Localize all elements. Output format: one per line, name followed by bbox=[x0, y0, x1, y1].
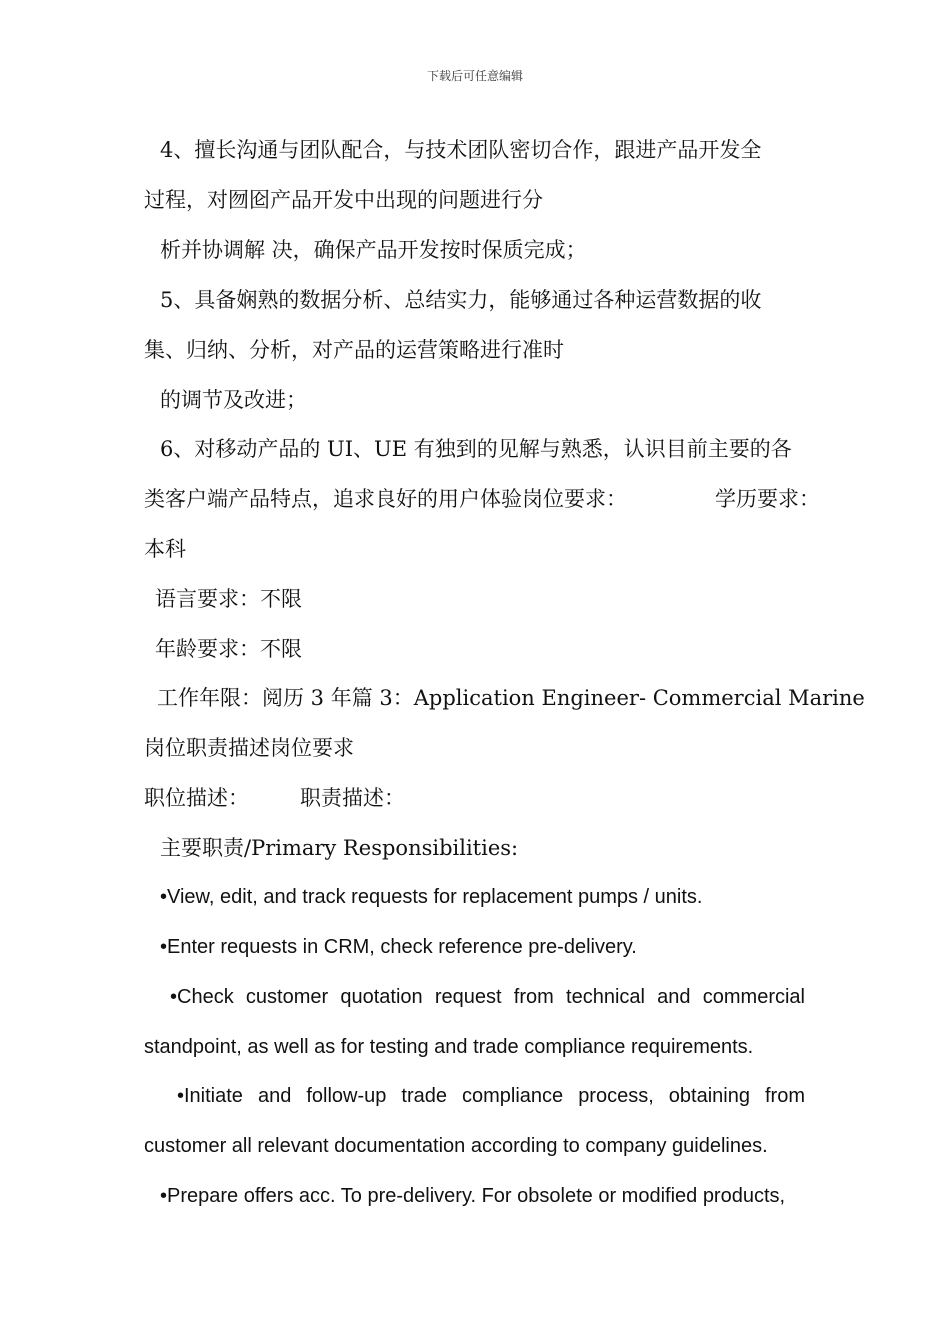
page-header: 下载后可任意编辑 bbox=[426, 69, 523, 83]
text-line: 年龄要求：不限 bbox=[155, 637, 302, 661]
text-line: 语言要求：不限 bbox=[155, 587, 302, 611]
text-line: 析并协调解 决，确保产品开发按时保质完成； bbox=[160, 238, 587, 262]
text-line: 主要职责/Primary Responsibilities: bbox=[160, 836, 519, 860]
text-line: 工作年限：阅历 3 年篇 3：Application Engineer- Commercial Marine bbox=[157, 686, 865, 710]
text-line: 过程，对囫囵产品开发中出现的问题进行分 bbox=[144, 188, 543, 212]
text-line: 职责描述： bbox=[300, 786, 405, 810]
text-line: 类客户端产品特点，追求良好的用户体验岗位要求： bbox=[144, 487, 627, 511]
text-line: •Prepare offers acc. To pre-delivery. For obsolete or modified products, bbox=[160, 1185, 786, 1207]
text-line: •View, edit, and track requests for replacement pumps / units. bbox=[160, 886, 703, 908]
text-line: 4、擅长沟通与团队配合，与技术团队密切合作，跟进产品开发全 bbox=[160, 138, 762, 162]
text-line: 6、对移动产品的 UI、UE 有独到的见解与熟悉，认识目前主要的各 bbox=[160, 437, 792, 461]
text-line: •Initiate and follow-up trade compliance process, obtaining from bbox=[177, 1085, 805, 1107]
text-line: 岗位职责描述岗位要求 bbox=[144, 736, 354, 760]
text-line: 本科 bbox=[144, 537, 186, 561]
text-line: •Check customer quotation request from technical and commercial bbox=[170, 986, 805, 1008]
text-line: standpoint, as well as for testing and trade compliance requirements. bbox=[144, 1036, 754, 1058]
text-line: 集、归纳、分析，对产品的运营策略进行准时 bbox=[144, 338, 564, 362]
text-line: 学历要求： bbox=[715, 487, 820, 511]
text-line: customer all relevant documentation according to company guidelines. bbox=[144, 1135, 768, 1157]
text-line: 5、具备娴熟的数据分析、总结实力，能够通过各种运营数据的收 bbox=[160, 288, 762, 312]
text-line: 职位描述： bbox=[144, 786, 249, 810]
text-line: 的调节及改进； bbox=[160, 388, 307, 412]
text-line: •Enter requests in CRM, check reference pre-delivery. bbox=[160, 936, 637, 958]
